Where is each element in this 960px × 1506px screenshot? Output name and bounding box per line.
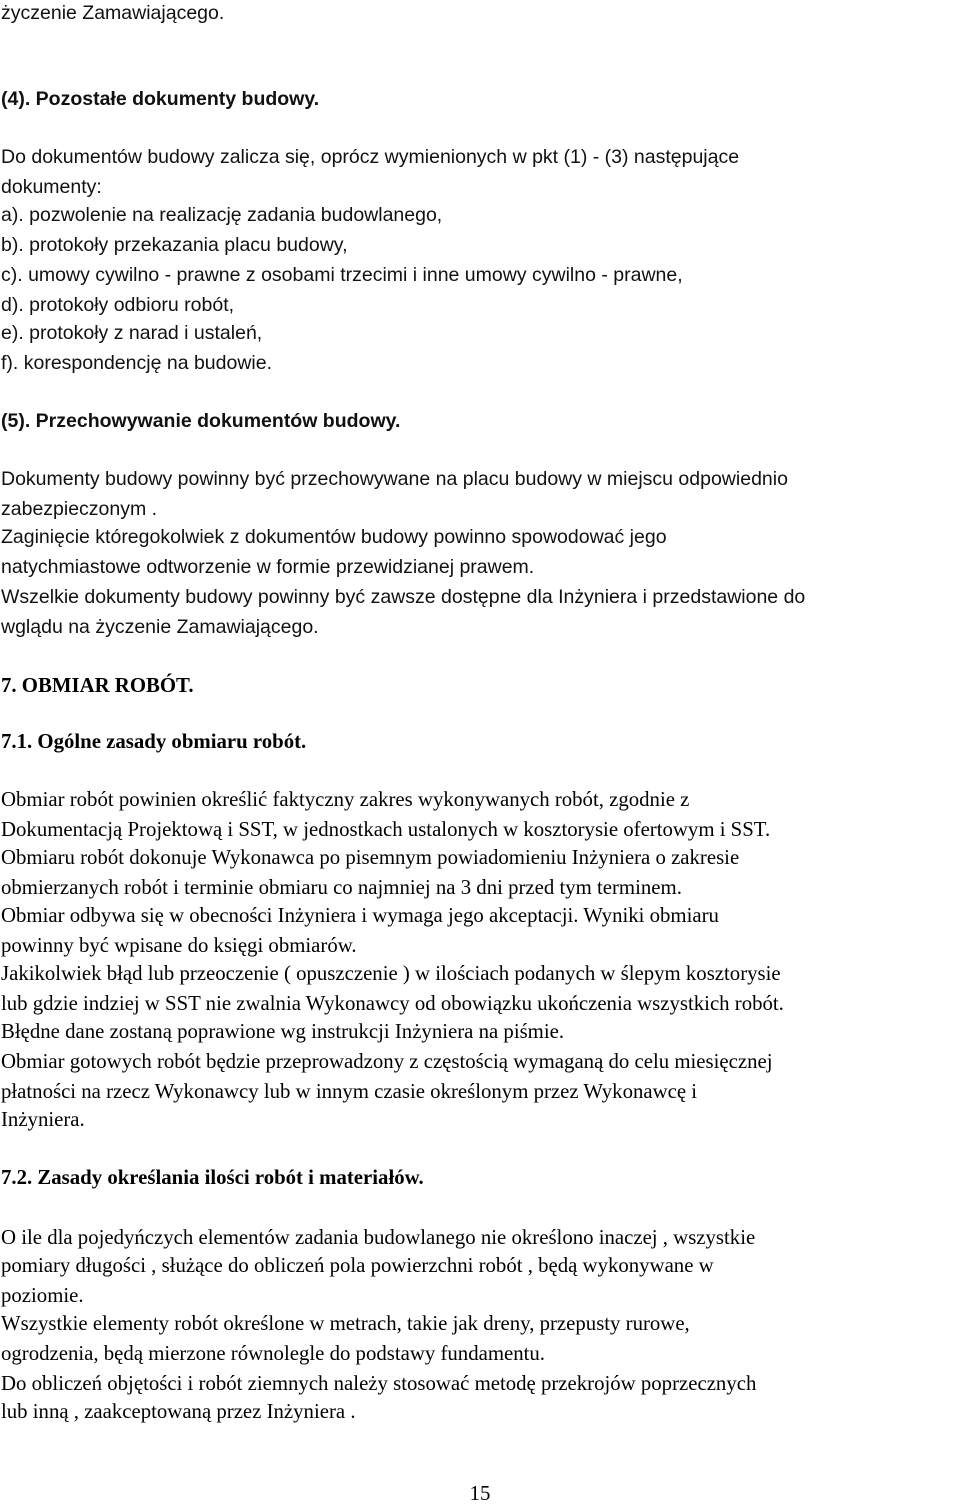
paragraph-line: ogrodzenia, będą mierzone równolegle do podstawy fundamentu. [1, 1342, 546, 1365]
section-4-intro: dokumenty: [1, 176, 102, 198]
paragraph-line: wglądu na życzenie Zamawiającego. [1, 616, 319, 638]
paragraph-line: poziomie. [1, 1284, 84, 1307]
section-7-2-heading: 7.2. Zasady określania ilości robót i materiałów. [1, 1166, 424, 1189]
list-item: c). umowy cywilno - prawne z osobami trzecimi i inne umowy cywilno - prawne, [1, 264, 683, 286]
paragraph-line: O ile dla pojedyńczych elementów zadania budowlanego nie określono inaczej , wszystkie [1, 1226, 756, 1249]
section-5-heading: (5). Przechowywanie dokumentów budowy. [1, 410, 401, 432]
list-item: e). protokoły z narad i ustaleń, [1, 322, 263, 344]
list-item: b). protokoły przekazania placu budowy, [1, 234, 348, 256]
paragraph-line: powinny być wpisane do księgi obmiarów. [1, 934, 357, 957]
paragraph-line: Obmiar gotowych robót będzie przeprowadzony z częstością wymaganą do celu miesięcznej [1, 1050, 773, 1073]
paragraph-line: lub inną , zaakceptowaną przez Inżyniera . [1, 1400, 356, 1423]
paragraph-line: Obmiaru robót dokonuje Wykonawca po pisemnym powiadomieniu Inżyniera o zakresie [1, 846, 740, 869]
paragraph-line: zabezpieczonym . [1, 498, 158, 520]
paragraph-line: natychmiastowe odtworzenie w formie przewidzianej prawem. [1, 556, 535, 578]
paragraph-line: obmierzanych robót i terminie obmiaru co najmniej na 3 dni przed tym terminem. [1, 876, 682, 899]
section-4-heading: (4). Pozostałe dokumenty budowy. [1, 88, 320, 110]
paragraph-line: Wszelkie dokumenty budowy powinny być zawsze dostępne dla Inżyniera i przedstawione do [1, 586, 806, 608]
paragraph-line: Dokumentacją Projektową i SST, w jednostkach ustalonych w kosztorysie ofertowym i SST. [1, 818, 771, 841]
paragraph-line: lub gdzie indziej w SST nie zwalnia Wykonawcy od obowiązku ukończenia wszystkich robót. [1, 992, 784, 1015]
paragraph-line: płatności na rzecz Wykonawcy lub w innym czasie określonym przez Wykonawcę i [1, 1080, 698, 1103]
paragraph-line: Inżyniera. [1, 1108, 85, 1131]
paragraph-line: Obmiar odbywa się w obecności Inżyniera i wymaga jego akceptacji. Wyniki obmiaru [1, 904, 719, 927]
paragraph-line: Wszystkie elementy robót określone w metrach, takie jak dreny, przepusty rurowe, [1, 1312, 690, 1335]
paragraph-line: Do obliczeń objętości i robót ziemnych należy stosować metodę przekrojów poprzecznych [1, 1372, 757, 1395]
section-7-1-heading: 7.1. Ogólne zasady obmiaru robót. [1, 730, 307, 753]
paragraph-line: Dokumenty budowy powinny być przechowywane na placu budowy w miejscu odpowiednio [1, 468, 788, 490]
paragraph-line: Błędne dane zostaną poprawione wg instrukcji Inżyniera na piśmie. [1, 1020, 565, 1043]
list-item: a). pozwolenie na realizację zadania budowlanego, [1, 204, 443, 226]
paragraph-line: Zaginięcie któregokolwiek z dokumentów budowy powinno spowodować jego [1, 526, 667, 548]
paragraph-line: pomiary długości , służące do obliczeń pola powierzchni robót , będą wykonywane w [1, 1254, 714, 1277]
list-item: d). protokoły odbioru robót, [1, 294, 235, 316]
chapter-7-heading: 7. OBMIAR ROBÓT. [1, 674, 194, 697]
section-4-intro: Do dokumentów budowy zalicza się, oprócz wymienionych w pkt (1) - (3) następujące [1, 146, 740, 168]
paragraph-line: Obmiar robót powinien określić faktyczny zakres wykonywanych robót, zgodnie z [1, 788, 690, 811]
list-item: f). korespondencję na budowie. [1, 352, 273, 374]
page-number: 15 [469, 1482, 491, 1505]
continuation-line: życzenie Zamawiającego. [1, 2, 225, 24]
paragraph-line: Jakikolwiek błąd lub przeoczenie ( opuszczenie ) w ilościach podanych w ślepym kosztorysie [1, 962, 781, 985]
